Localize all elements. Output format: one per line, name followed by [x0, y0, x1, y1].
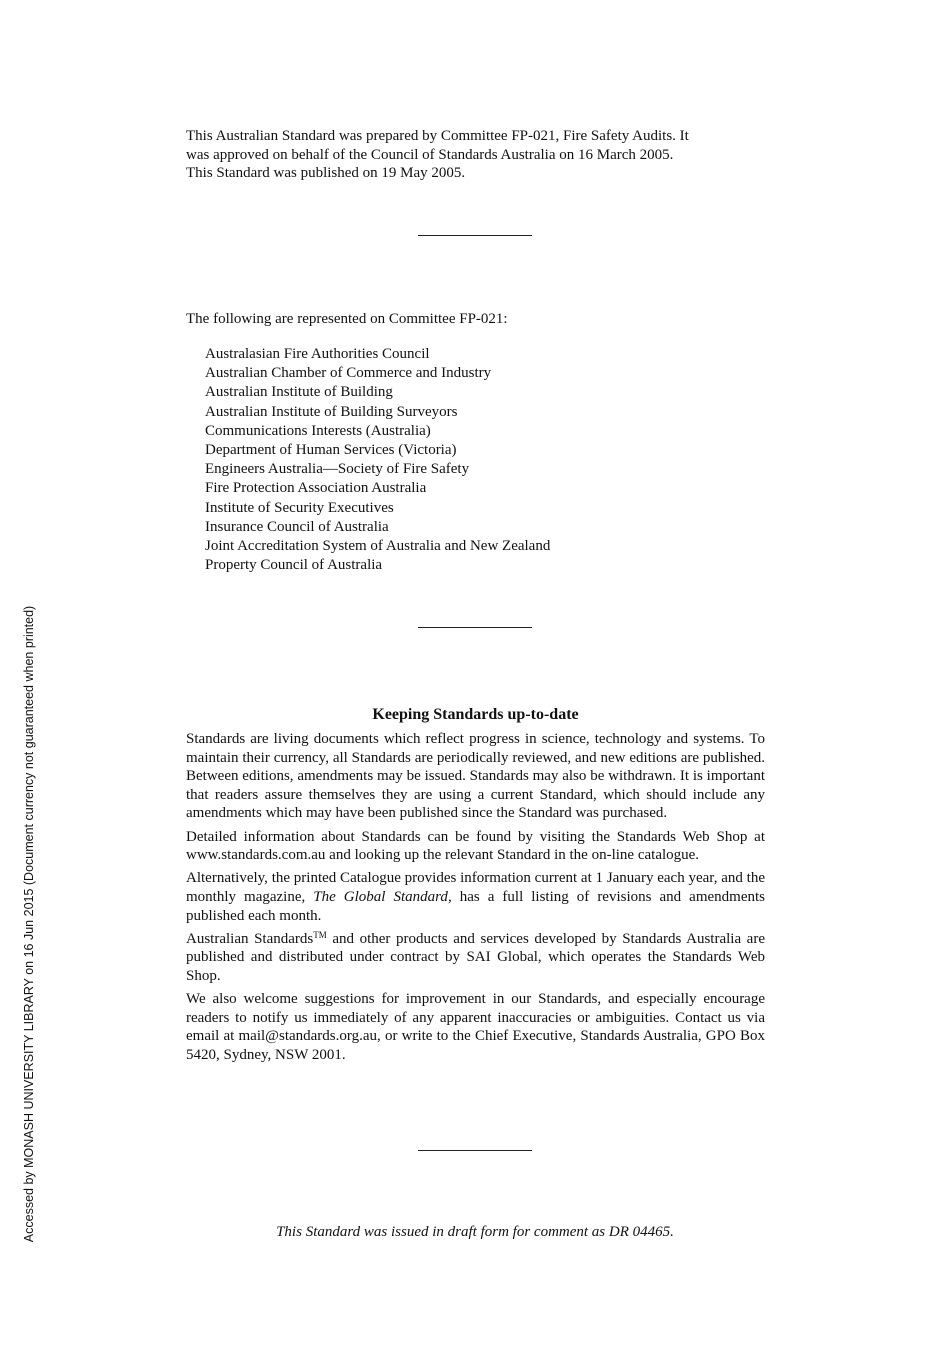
body-paragraph: Standards are living documents which reflect progress in science, technology and systems. To maintain their currency, all Standards are periodically reviewed, and new editions are published. Between editions, amendments may be issued. Standards may also be withdrawn. It is important that readers assure themselves they are using a current Standard, which should include any amendments which may have been published since the Standard was purchased.	[186, 731, 765, 822]
committee-member: Department of Human Services (Victoria)	[205, 442, 457, 459]
section-heading: Keeping Standards up-to-date	[372, 706, 579, 723]
divider-rule	[418, 627, 532, 628]
text-run: , has a full listing of revisions and amendments published each month.	[186, 888, 765, 924]
committee-member: Communications Interests (Australia)	[205, 422, 431, 439]
committee-member-list	[205, 345, 550, 575]
divider-rule	[418, 1150, 532, 1151]
committee-member: Australian Chamber of Commerce and Industry	[205, 365, 492, 382]
text-run: Australian Standards	[186, 930, 314, 947]
draft-note: This Standard was issued in draft form for comment as DR 04465.	[276, 1224, 674, 1240]
preparation-statement	[186, 127, 765, 183]
body-paragraph: We also welcome suggestions for improvement in our Standards, and especially encourage readers to notify us immediately of any apparent inaccuracies or ambiguities. Contact us via email at mail@standards.org.au, or write to the Chief Executive, Standards Australia, GPO Box 5420, Sydney, NSW 2001.	[186, 991, 765, 1063]
preparation-line-1: This Australian Standard was prepared by Committee FP-021, Fire Safety Audits. It	[186, 128, 689, 144]
divider-rule	[418, 235, 532, 236]
access-watermark: Accessed by MONASH UNIVERSITY LIBRARY on 16 Jun 2015 (Document currency not guaranteed when printed)	[22, 605, 36, 1243]
magazine-title: The Global Standard	[313, 888, 448, 905]
committee-member: Fire Protection Association Australia	[205, 480, 427, 497]
committee-member: Australian Institute of Building Surveyors	[205, 403, 458, 420]
body-paragraph	[186, 930, 765, 986]
committee-lead: The following are represented on Committee FP-021:	[186, 311, 508, 327]
body-paragraph: Detailed information about Standards can be found by visiting the Standards Web Shop at www.standards.com.au and looking up the relevant Standard in the on-line catalogue.	[186, 828, 765, 864]
body-paragraph	[186, 869, 765, 925]
trademark-mark: TM	[313, 929, 327, 940]
committee-member: Institute of Security Executives	[205, 499, 394, 516]
committee-member: Australasian Fire Authorities Council	[205, 346, 430, 362]
preparation-line-2: was approved on behalf of the Council of Standards Australia on 16 March 2005.	[186, 146, 674, 163]
committee-member: Engineers Australia—Society of Fire Safety	[205, 461, 470, 478]
preparation-line-3: This Standard was published on 19 May 2005.	[186, 165, 466, 182]
text-run: and other products and services developed by Standards Australia are published and distributed under contract by SAI Global, which operates the Standards Web Shop.	[186, 930, 765, 984]
committee-member: Joint Accreditation System of Australia and New Zealand	[205, 538, 551, 555]
keeping-standards-body	[186, 730, 765, 1069]
committee-member: Property Council of Australia	[205, 557, 383, 574]
text-run: Alternatively, the printed Catalogue provides information current at 1 January each year, and the monthly magazine,	[186, 870, 765, 905]
committee-member: Australian Institute of Building	[205, 384, 393, 401]
committee-member: Insurance Council of Australia	[205, 518, 389, 535]
